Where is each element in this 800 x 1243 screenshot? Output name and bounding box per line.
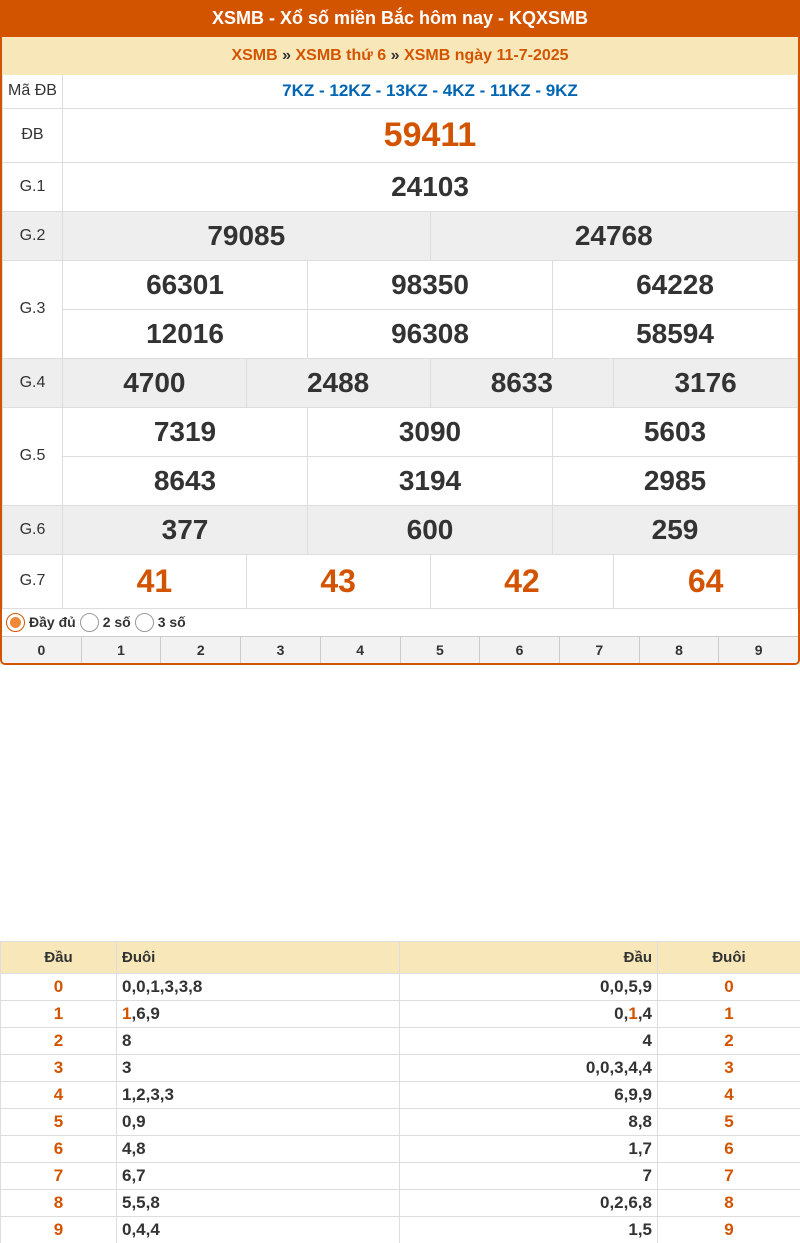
loto-dau2-pre: 0, [614, 1004, 629, 1023]
loto-duoi: 0,9 [117, 1109, 400, 1136]
loto-dau: 5 [1, 1109, 117, 1136]
g3-value: 96308 [308, 309, 553, 358]
label-madb: Mã ĐB [3, 75, 63, 108]
label-g6: G.6 [3, 505, 63, 554]
table-row [1, 1109, 800, 1136]
breadcrumb-thu6[interactable]: XSMB thứ 6 [295, 47, 387, 64]
g5-value: 5603 [553, 407, 798, 456]
table-row [1, 1217, 800, 1243]
loto-duoi: 8 [117, 1028, 400, 1055]
g5-value: 7319 [63, 407, 308, 456]
mode-full-label: Đầy đủ [29, 614, 76, 630]
loto-dau2: 8,8 [400, 1109, 658, 1136]
radio-three[interactable] [135, 613, 154, 632]
g7-value: 64 [614, 554, 798, 608]
row-madb [3, 75, 798, 108]
g2-value: 24768 [430, 211, 798, 260]
loto-duoi [117, 1001, 400, 1028]
table-row [1, 1190, 800, 1217]
row-g2 [3, 211, 798, 260]
table-row [1, 1082, 800, 1109]
loto-dau: 7 [1, 1163, 117, 1190]
g2-value: 79085 [63, 211, 431, 260]
breadcrumb [2, 37, 798, 75]
mode-two-label: 2 số [102, 614, 131, 630]
digit-filter-5[interactable]: 5 [401, 637, 481, 663]
digit-filter-bar [2, 637, 798, 663]
radio-two[interactable] [80, 613, 99, 632]
breadcrumb-xsmb[interactable]: XSMB [231, 47, 278, 64]
digit-filter-0[interactable]: 0 [2, 637, 82, 663]
loto-duoi2: 1 [658, 1001, 800, 1028]
g4-value: 3176 [614, 358, 798, 407]
loto-duoi: 3 [117, 1055, 400, 1082]
row-g4 [3, 358, 798, 407]
loto-dau2: 1,7 [400, 1136, 658, 1163]
loto-duoi2: 0 [658, 974, 800, 1001]
db-value: 59411 [63, 108, 798, 162]
breadcrumb-date[interactable]: XSMB ngày 11-7-2025 [404, 47, 569, 64]
g5-value: 8643 [63, 456, 308, 505]
page-title: XSMB - Xổ số miền Bắc hôm nay - KQXSMB [0, 0, 800, 37]
mode-two-option[interactable] [80, 613, 131, 632]
loto-dau2: 0,0,3,4,4 [400, 1055, 658, 1082]
g5-value: 3090 [308, 407, 553, 456]
g7-value: 41 [63, 554, 247, 608]
loto-header-row [1, 942, 800, 974]
loto-duoi: 6,7 [117, 1163, 400, 1190]
loto-duoi: 4,8 [117, 1136, 400, 1163]
g3-value: 58594 [553, 309, 798, 358]
g4-value: 8633 [430, 358, 614, 407]
loto-header-duoi: Đuôi [117, 942, 400, 974]
loto-duoi2: 4 [658, 1082, 800, 1109]
display-mode-controls [2, 609, 798, 637]
breadcrumb-sep: » [282, 47, 292, 64]
g5-value: 2985 [553, 456, 798, 505]
row-g1 [3, 162, 798, 211]
g6-value: 377 [63, 505, 308, 554]
loto-duoi: 0,0,1,3,3,8 [117, 974, 400, 1001]
row-g5 [3, 407, 798, 456]
g1-value: 24103 [63, 162, 798, 211]
label-g2: G.2 [3, 211, 63, 260]
loto-duoi: 5,5,8 [117, 1190, 400, 1217]
mode-three-option[interactable] [135, 613, 186, 632]
loto-dau: 1 [1, 1001, 117, 1028]
loto-dau2: 1,5 [400, 1217, 658, 1243]
loto-dau: 3 [1, 1055, 117, 1082]
row-g3 [3, 260, 798, 309]
row-db [3, 108, 798, 162]
loto-dau2: 4 [400, 1028, 658, 1055]
mode-three-label: 3 số [157, 614, 186, 630]
digit-filter-9[interactable]: 9 [754, 641, 763, 658]
loto-duoi: 1,2,3,3 [117, 1082, 400, 1109]
digit-filter-8[interactable]: 8 [640, 637, 720, 663]
label-g1: G.1 [3, 162, 63, 211]
digit-filter-7[interactable]: 7 [560, 637, 640, 663]
digit-filter-1[interactable]: 1 [82, 637, 162, 663]
loto-highlight: 1 [628, 1004, 638, 1023]
loto-dau: 4 [1, 1082, 117, 1109]
mode-full-option[interactable] [6, 613, 76, 632]
loto-header-dau: Đầu [400, 942, 658, 974]
digit-filter-3[interactable]: 3 [241, 637, 321, 663]
loto-dau: 2 [1, 1028, 117, 1055]
loto-duoi2: 8 [658, 1190, 800, 1217]
radio-full[interactable] [6, 613, 25, 632]
loto-duoi2: 6 [658, 1136, 800, 1163]
loto-duoi-rest: ,6,9 [131, 1004, 160, 1023]
row-g5 [3, 456, 798, 505]
loto-dau: 9 [1, 1217, 117, 1243]
loto-duoi2: 5 [658, 1109, 800, 1136]
g3-value: 64228 [553, 260, 798, 309]
loto-dau: 6 [1, 1136, 117, 1163]
loto-dau2: 0,0,5,9 [400, 974, 658, 1001]
label-g7: G.7 [3, 554, 63, 608]
madb-value: 7KZ - 12KZ - 13KZ - 4KZ - 11KZ - 9KZ [63, 75, 798, 108]
label-g3: G.3 [3, 260, 63, 358]
breadcrumb-sep: » [390, 47, 400, 64]
row-g6 [3, 505, 798, 554]
row-g3 [3, 309, 798, 358]
loto-body [1, 974, 800, 1243]
table-row [1, 1001, 800, 1028]
digit-filter-6[interactable]: 6 [480, 637, 560, 663]
digit-filter-2[interactable]: 2 [161, 637, 241, 663]
loto-dau2: 0,2,6,8 [400, 1190, 658, 1217]
loto-header-dau: Đầu [1, 942, 117, 974]
g3-value: 12016 [63, 309, 308, 358]
loto-highlight: 1 [122, 1004, 132, 1023]
digit-filter-4[interactable]: 4 [321, 637, 401, 663]
label-g4: G.4 [3, 358, 63, 407]
label-db: ĐB [3, 108, 63, 162]
table-row [1, 1028, 800, 1055]
g4-value: 4700 [63, 358, 247, 407]
loto-duoi2: 7 [658, 1163, 800, 1190]
row-g7 [3, 554, 798, 608]
g5-value: 3194 [308, 456, 553, 505]
loto-duoi: 0,4,4 [117, 1217, 400, 1243]
loto-dau: 8 [1, 1190, 117, 1217]
g6-value: 259 [553, 505, 798, 554]
loto-header-duoi: Đuôi [658, 942, 800, 974]
loto-dau2-post: ,4 [637, 1004, 652, 1023]
g4-value: 2488 [246, 358, 430, 407]
loto-duoi2: 2 [658, 1028, 800, 1055]
table-row [1, 1055, 800, 1082]
g7-value: 42 [430, 554, 614, 608]
g6-value: 600 [308, 505, 553, 554]
label-g5: G.5 [3, 407, 63, 505]
table-row [1, 1136, 800, 1163]
loto-dau: 0 [1, 974, 117, 1001]
results-table [2, 75, 798, 609]
loto-duoi2: 9 [658, 1217, 800, 1243]
g7-value: 43 [246, 554, 430, 608]
loto-dau2 [400, 1001, 658, 1028]
loto-table [0, 941, 800, 1243]
table-row [1, 1163, 800, 1190]
table-row [1, 974, 800, 1001]
g3-value: 66301 [63, 260, 308, 309]
g3-value: 98350 [308, 260, 553, 309]
loto-dau2: 6,9,9 [400, 1082, 658, 1109]
loto-duoi2: 3 [658, 1055, 800, 1082]
loto-dau2: 7 [400, 1163, 658, 1190]
